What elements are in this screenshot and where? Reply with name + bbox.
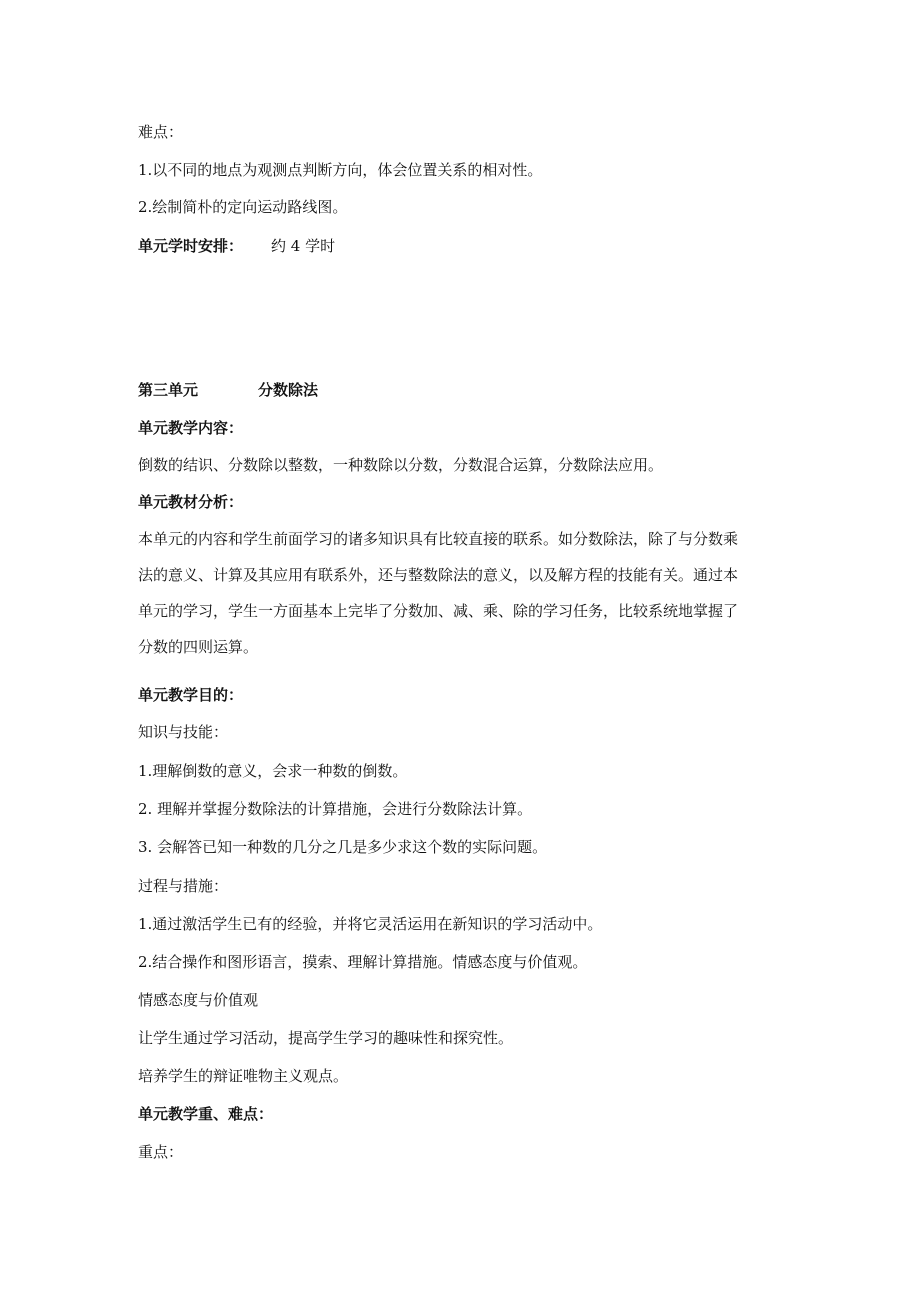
goals-heading: 单元教学目的： xyxy=(138,686,244,704)
unit-title: 分数除法 xyxy=(258,381,319,399)
difficulty-heading: 难点： xyxy=(138,123,184,141)
unit-number: 第三单元 xyxy=(138,381,199,399)
knowledge-item-2: 2. 理解并掌握分数除法的计算措施，会进行分数除法计算。 xyxy=(138,800,533,818)
analysis-line: 本单元的内容和学生前面学习的诸多知识具有比较直接的联系。如分数除法，除了与分数乘 xyxy=(138,530,739,548)
analysis-heading: 单元教材分析： xyxy=(138,493,244,511)
content-text: 倒数的结识、分数除以整数，一种数除以分数，分数混合运算，分数除法应用。 xyxy=(138,456,664,474)
process-item-1: 1.通过激活学生已有的经验，并将它灵活运用在新知识的学习活动中。 xyxy=(138,915,603,933)
process-item-2: 2.结合操作和图形语言，摸索、理解计算措施。情感态度与价值观。 xyxy=(138,953,588,971)
key-points-heading: 单元教学重、难点： xyxy=(138,1105,274,1123)
unit-title-row xyxy=(138,380,318,400)
knowledge-item-3: 3. 会解答已知一种数的几分之几是多少求这个数的实际问题。 xyxy=(138,838,548,856)
knowledge-item-1: 1.理解倒数的意义，会求一种数的倒数。 xyxy=(138,762,408,780)
analysis-paragraph xyxy=(138,521,788,665)
analysis-line: 法的意义、计算及其应用有联系外，还与整数除法的意义，以及解方程的技能有关。通过本 xyxy=(138,566,739,584)
analysis-line: 单元的学习，学生一方面基本上完毕了分数加、减、乘、除的学习任务，比较系统地掌握了 xyxy=(138,602,739,620)
process-heading: 过程与措施： xyxy=(138,877,229,895)
key-heading: 重点： xyxy=(138,1143,184,1161)
schedule-row xyxy=(138,236,335,256)
schedule-value: 约 4 学时 xyxy=(271,237,336,255)
attitude-item-2: 培养学生的辩证唯物主义观点。 xyxy=(138,1067,349,1085)
difficulty-item-2: 2.绘制简朴的定向运动路线图。 xyxy=(138,198,348,216)
difficulty-item-1: 1.以不同的地点为观测点判断方向，体会位置关系的相对性。 xyxy=(138,161,543,179)
attitude-item-1: 让学生通过学习活动，提高学生学习的趣味性和探究性。 xyxy=(138,1029,514,1047)
analysis-line: 分数的四则运算。 xyxy=(138,638,259,656)
attitude-heading: 情感态度与价值观 xyxy=(138,991,259,1009)
content-heading: 单元教学内容： xyxy=(138,419,244,437)
schedule-label: 单元学时安排： xyxy=(138,237,244,255)
knowledge-heading: 知识与技能： xyxy=(138,723,229,741)
